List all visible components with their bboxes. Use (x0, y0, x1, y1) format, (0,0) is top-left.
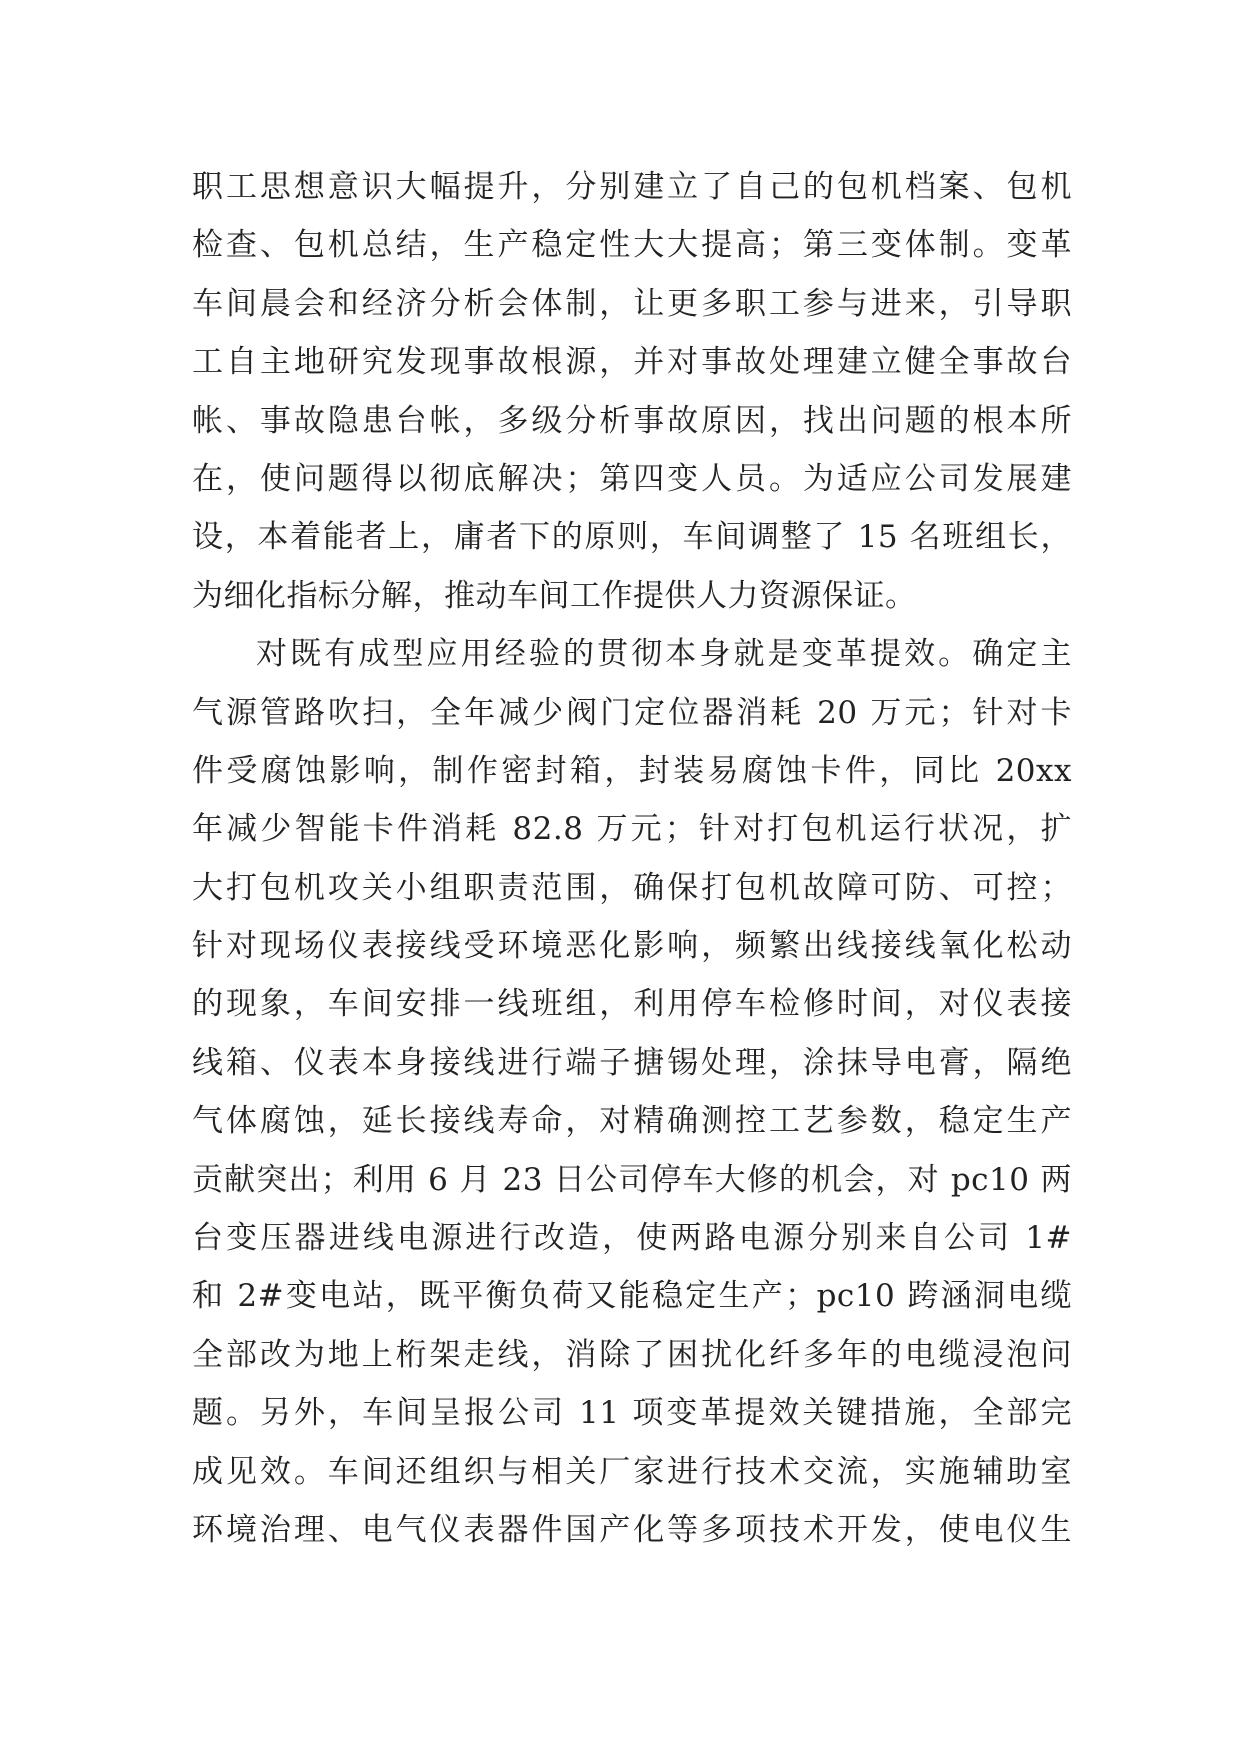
text-line: 对既有成型应用经验的贯彻本身就是变革提效。确定主 (256, 636, 1072, 673)
text-line: 题。另外，车间呈报公司 11 项变革提效关键措施，全部完 (192, 1395, 1072, 1432)
text-line: 气体腐蚀，延长接线寿命，对精确测控工艺参数，稳定生产 (192, 1103, 1072, 1140)
paragraph-2 (192, 625, 1072, 1559)
paragraph-1 (192, 158, 1072, 625)
text-line: 和 2#变电站，既平衡负荷又能稳定生产；pc10 跨涵洞电缆 (192, 1278, 1072, 1315)
text-line: 大打包机攻关小组职责范围，确保打包机故障可防、可控； (192, 869, 1072, 906)
text-line: 全部改为地上桁架走线，消除了困扰化纤多年的电缆浸泡问 (192, 1336, 1072, 1373)
text-line: 成见效。车间还组织与相关厂家进行技术交流，实施辅助室 (192, 1453, 1072, 1490)
text-line: 针对现场仪表接线受环境恶化影响，频繁出线接线氧化松动 (192, 928, 1072, 965)
text-line: 设，本着能者上，庸者下的原则，车间调整了 15 名班组长， (192, 519, 1072, 556)
text-line: 线箱、仪表本身接线进行端子搪锡处理，涂抹导电膏，隔绝 (192, 1044, 1072, 1081)
text-line: 年减少智能卡件消耗 82.8 万元；针对打包机运行状况，扩 (192, 811, 1072, 848)
text-line: 车间晨会和经济分析会体制，让更多职工参与进来，引导职 (192, 285, 1072, 322)
text-line: 在，使问题得以彻底解决；第四变人员。为适应公司发展建 (192, 460, 1072, 497)
text-line: 工自主地研究发现事故根源，并对事故处理建立健全事故台 (192, 344, 1072, 381)
text-line: 帐、事故隐患台帐，多级分析事故原因，找出问题的根本所 (192, 402, 1072, 439)
text-line: 贡献突出；利用 6 月 23 日公司停车大修的机会，对 pc10 两 (192, 1161, 1072, 1198)
text-line: 职工思想意识大幅提升，分别建立了自己的包机档案、包机 (192, 169, 1072, 205)
text-line: 的现象，车间安排一线班组，利用停车检修时间，对仪表接 (192, 986, 1072, 1023)
text-line: 环境治理、电气仪表器件国产化等多项技术开发，使电仪生 (192, 1511, 1072, 1548)
text-line: 台变压器进线电源进行改造，使两路电源分别来自公司 1# (192, 1220, 1072, 1257)
text-line: 检查、包机总结，生产稳定性大大提高；第三变体制。变革 (192, 227, 1072, 264)
body-text (192, 158, 1072, 1559)
text-line: 件受腐蚀影响，制作密封箱，封装易腐蚀卡件，同比 20xx (192, 752, 1072, 789)
text-line: 气源管路吹扫，全年减少阀门定位器消耗 20 万元；针对卡 (192, 694, 1072, 731)
text-line: 为细化指标分解，推动车间工作提供人力资源保证。 (192, 577, 917, 614)
